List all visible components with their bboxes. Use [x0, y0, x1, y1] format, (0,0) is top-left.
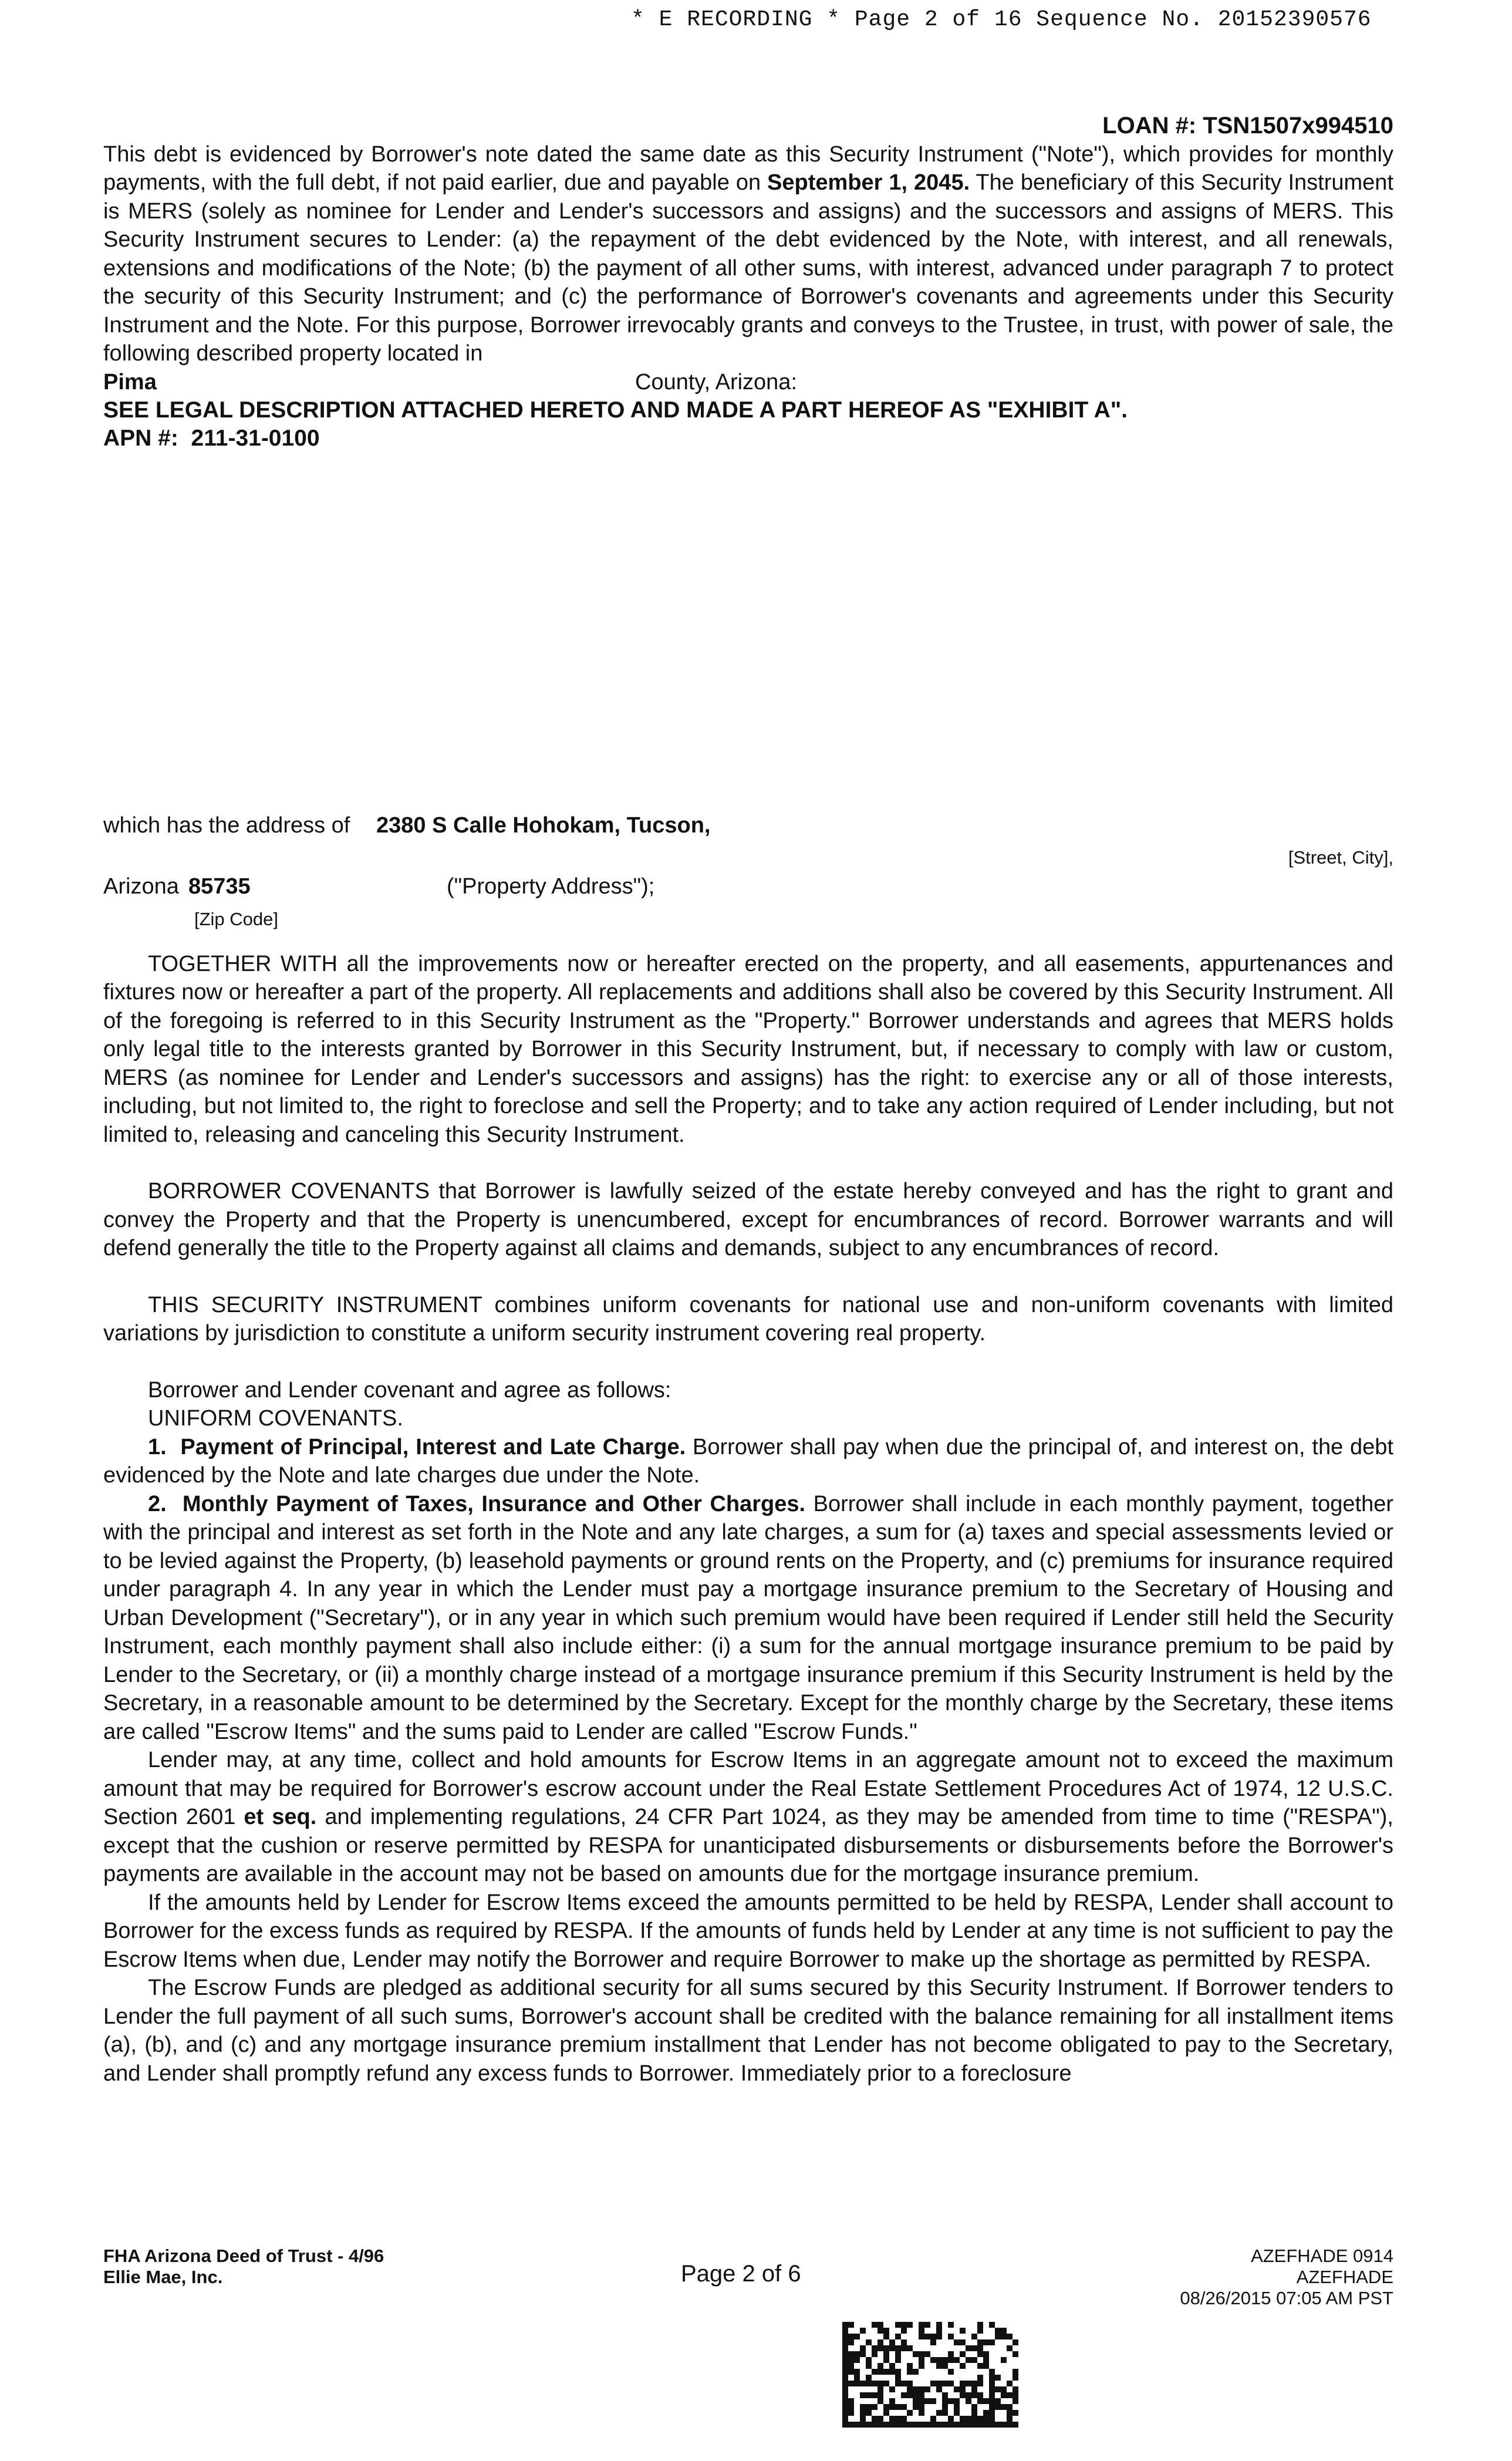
apn-line	[103, 424, 1393, 453]
address-lead: which has the address of	[103, 813, 350, 838]
together-with-paragraph: TOGETHER WITH all the improvements now or hereafter erected on the property, and all easements, appurtenances and fixtures now or hereafter a part of the property. All replacements and additions shall also be covered by this Security Instrument. All of the foregoing is referred to in this Security Instrument as the "Property." Borrower understands and agrees that MERS holds only legal title to the interests granted by Borrower in this Security Instrument, but, if necessary to comply with law or custom, MERS (as nominee for Lender and Lender's successors and assigns) has the right: to exercise any or all of those interests, including, but not limited to, the right to foreclose and sell the Property; and to take any action required of Lender including, but not limited to, releasing and canceling this Security Instrument.	[103, 951, 1393, 1147]
et-seq: et seq.	[244, 1805, 317, 1829]
loan-label: LOAN #:	[1102, 113, 1197, 139]
street-city-caption: [Street, City],	[1288, 847, 1393, 868]
footer-form-name: FHA Arizona Deed of Trust - 4/96	[103, 2246, 384, 2266]
address-street-city: 2380 S Calle Hohokam, Tucson,	[376, 813, 711, 838]
intro-text-b: The beneficiary of this Security Instrument is MERS (solely as nominee for Lender and Lender's successors and assigns) and the successors and assigns of MERS. This Security Instrument secures to Lender: (a) the repayment of the debt evidenced by the Note, with interest, and all renewals, extensions and modifications of the Note; (b) the payment of all other sums, with interest, advanced under paragraph 7 to protect the security of this Security Instrument; and (c) the performance of Borrower's covenants and agreements under this Security Instrument and the Note. For this purpose, Borrower irrevocably grants and conveys to the Trustee, in trust, with power of sale, the following described property located in	[103, 170, 1393, 366]
footer-page-number: Page 2 of 6	[681, 2261, 801, 2287]
loan-number-line	[103, 112, 1393, 140]
address-state: Arizona	[103, 874, 179, 899]
address-zip: 85735	[188, 874, 251, 899]
uniform-covenants-heading: UNIFORM COVENANTS.	[148, 1406, 403, 1431]
footer-code-line: AZEFHADE 0914	[1251, 2246, 1393, 2266]
barcode-icon	[842, 2322, 1018, 2428]
section-1-number: 1.	[148, 1434, 167, 1459]
footer-code: AZEFHADE	[1296, 2267, 1393, 2287]
footer-timestamp: 08/26/2015 07:05 AM PST	[1180, 2288, 1393, 2308]
county-name: Pima	[103, 369, 157, 395]
county-line	[103, 368, 1393, 396]
footer-form-info	[103, 2246, 384, 2288]
borrower-covenants-paragraph: BORROWER COVENANTS that Borrower is lawfully seized of the estate hereby conveyed and has the right to grant and convey the Property and that the Property is unencumbered, except for encumbrances of record. Borrower warrants and will defend generally the title to the Property against all claims and demands, subject to any encumbrances of record.	[103, 1179, 1393, 1260]
recording-header: * E RECORDING * Page 2 of 16 Sequence No. 20152390576	[631, 7, 1372, 32]
section-2	[103, 1490, 1393, 1747]
section-1	[103, 1433, 1393, 1490]
loan-number: TSN1507x994510	[1203, 113, 1393, 139]
intro-text-a: This debt is evidenced by Borrower's note dated the same date as this Security Instrument ("Note"), which provides for monthly payments, with the full debt, if not paid earlier, due and payable on	[103, 141, 1393, 195]
section-2-para-b-b: and implementing regulations, 24 CFR Part 1024, as they may be amended from time to time ("RESPA"), except that the cushion or reserve permitted by RESPA for unanticipated disbursements or disbursements before the Borrower's payments are available in the account may not be based on amounts due for the mortgage insurance premium.	[103, 1805, 1393, 1886]
section-2-para-b-a: Lender may, at any time, collect and hold amounts for Escrow Items in an aggregate amount not to exceed the maximum amount that may be required for Borrower's escrow account under the Real Estate Settlement Procedures Act of 1974, 12 U.S.C. Section 2601	[103, 1748, 1393, 1829]
county-state-label: County, Arizona:	[635, 369, 798, 395]
footer-vendor: Ellie Mae, Inc.	[103, 2267, 223, 2287]
zip-caption: [Zip Code]	[194, 908, 279, 929]
property-address-label: ("Property Address");	[447, 874, 655, 899]
apn-value: 211-31-0100	[191, 426, 320, 451]
section-2-text: Borrower shall include in each monthly payment, together with the principal and interest as set forth in the Note and any late charges, a sum for (a) taxes and special assessments levied or to be levied against the Property, (b) leasehold payments or ground rents on the Property, and (c) premiums for insurance required under paragraph 4. In any year in which the Lender must pay a mortgage insurance premium to the Secretary of Housing and Urban Development ("Secretary"), or in any year in which such premium would have been required if Lender still held the Security Instrument, each monthly payment shall also include either: (i) a sum for the annual mortgage insurance premium to be paid by Lender to the Secretary, or (ii) a monthly charge instead of a mortgage insurance premium if this Security Instrument is held by the Secretary, in a reasonable amount to be determined by the Secretary. Except for the monthly charge by the Secretary, these items are called "Escrow Items" and the sums paid to Lender are called "Escrow Funds."	[103, 1491, 1393, 1744]
covenant-intro: Borrower and Lender covenant and agree as follows:	[148, 1377, 671, 1403]
legal-exhibit-line: SEE LEGAL DESCRIPTION ATTACHED HERETO AND MADE A PART HEREOF AS "EXHIBIT A".	[103, 397, 1128, 423]
section-1-title: Payment of Principal, Interest and Late Charge.	[180, 1434, 686, 1459]
section-2-title: Monthly Payment of Taxes, Insurance and Other Charges.	[182, 1491, 806, 1516]
apn-label: APN #:	[103, 426, 178, 451]
security-instrument-paragraph: THIS SECURITY INSTRUMENT combines uniform covenants for national use and non-uniform covenants with limited variations by jurisdiction to constitute a uniform security instrument covering real property.	[103, 1292, 1393, 1346]
footer-codes	[1180, 2246, 1393, 2309]
section-2-excess-paragraph: If the amounts held by Lender for Escrow Items exceed the amounts permitted to be held by RESPA, Lender shall account to Borrower for the excess funds as required by RESPA. If the amounts of funds held by Lender at any time is not sufficient to pay the Escrow Items when due, Lender may notify the Borrower and require Borrower to make up the shortage as permitted by RESPA.	[103, 1890, 1393, 1972]
section-2-pledge-paragraph: The Escrow Funds are pledged as additional security for all sums secured by this Security Instrument. If Borrower tenders to Lender the full payment of all such sums, Borrower's account shall be credited with the balance remaining for all installment items (a), (b), and (c) and any mortgage insurance premium installment that Lender has not become obligated to pay to the Secretary, and Lender shall promptly refund any excess funds to Borrower. Immediately prior to a foreclosure	[103, 1975, 1393, 2086]
property-address-block	[103, 811, 1393, 929]
section-2-escrow-paragraph	[103, 1746, 1393, 1889]
maturity-date: September 1, 2045.	[767, 170, 970, 195]
intro-paragraph	[103, 140, 1393, 368]
section-2-number: 2.	[148, 1491, 167, 1516]
legal-description-blank	[103, 453, 1393, 811]
section-1-text: Borrower shall pay when due the principal of, and interest on, the debt evidenced by the Note and late charges due under the Note.	[103, 1434, 1394, 1488]
document-body	[103, 112, 1393, 2088]
